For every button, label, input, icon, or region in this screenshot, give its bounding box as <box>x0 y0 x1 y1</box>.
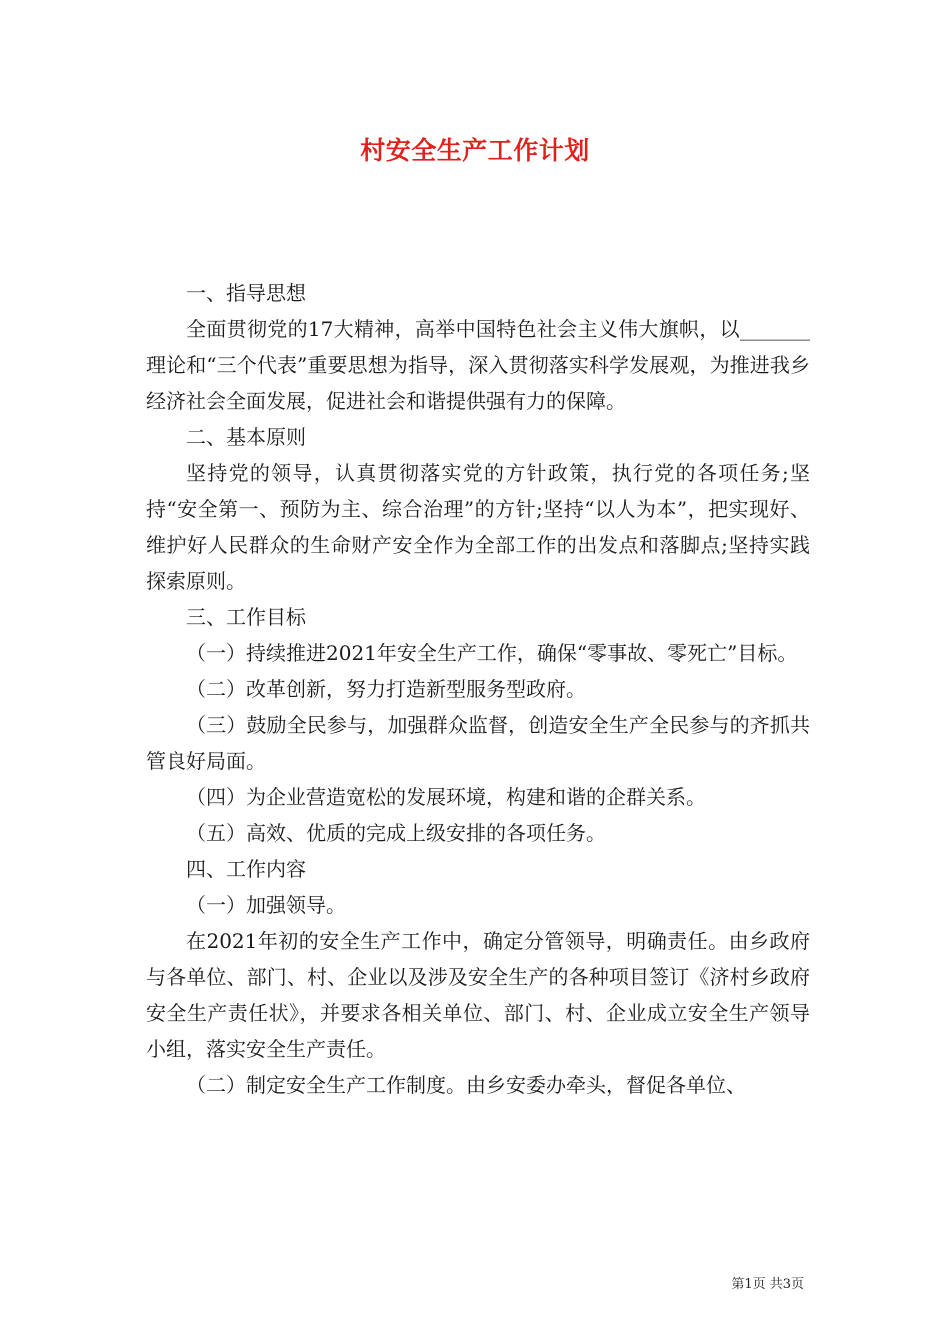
page-number: 第1页 共3页 <box>731 1277 804 1292</box>
document-body <box>146 275 810 1103</box>
document-title: 村安全生产工作计划 <box>360 136 590 165</box>
goal-item-5: （五）高效、优质的完成上级安排的各项任务。 <box>186 821 606 845</box>
content-item-1-heading: （一）加强领导。 <box>186 893 346 917</box>
goal-item-2: （二）改革创新，努力打造新型服务型政府。 <box>186 677 586 701</box>
content-item-1-body: 在2021年初的安全生产工作中，确定分管领导，明确责任。由乡政府与各单位、部门、村、企业以及涉及安全生产的各种项目签订《济村乡政府安全生产责任状》，并要求各相关单位、部门、村、企业成立安全生产领导小组，落实安全生产责任。 <box>146 929 810 1061</box>
paragraph-guiding-ideology: 全面贯彻党的17大精神，高举中国特色社会主义伟大旗帜，以_______理论和“三个代表”重要思想为指导，深入贯彻落实科学发展观，为推进我乡经济社会全面发展，促进社会和谐提供强有力的保障。 <box>146 317 810 413</box>
section-heading-work-goals: 三、工作目标 <box>186 605 306 629</box>
goal-item-1: （一）持续推进2021年安全生产工作，确保“零事故、零死亡”目标。 <box>186 641 798 665</box>
goal-item-4: （四）为企业营造宽松的发展环境，构建和谐的企群关系。 <box>186 785 706 809</box>
goal-item-3: （三）鼓励全民参与，加强群众监督，创造安全生产全民参与的齐抓共管良好局面。 <box>146 713 810 773</box>
section-heading-guiding-ideology: 一、指导思想 <box>186 281 306 305</box>
content-item-2: （二）制定安全生产工作制度。由乡安委办牵头，督促各单位、 <box>186 1073 746 1097</box>
paragraph-basic-principles: 坚持党的领导，认真贯彻落实党的方针政策，执行党的各项任务;坚持“安全第一、预防为主、综合治理”的方针;坚持“以人为本”，把实现好、维护好人民群众的生命财产安全作为全部工作的出发点和落脚点;坚持实践探索原则。 <box>146 461 810 593</box>
section-heading-work-content: 四、工作内容 <box>186 857 306 881</box>
section-heading-basic-principles: 二、基本原则 <box>186 425 306 449</box>
